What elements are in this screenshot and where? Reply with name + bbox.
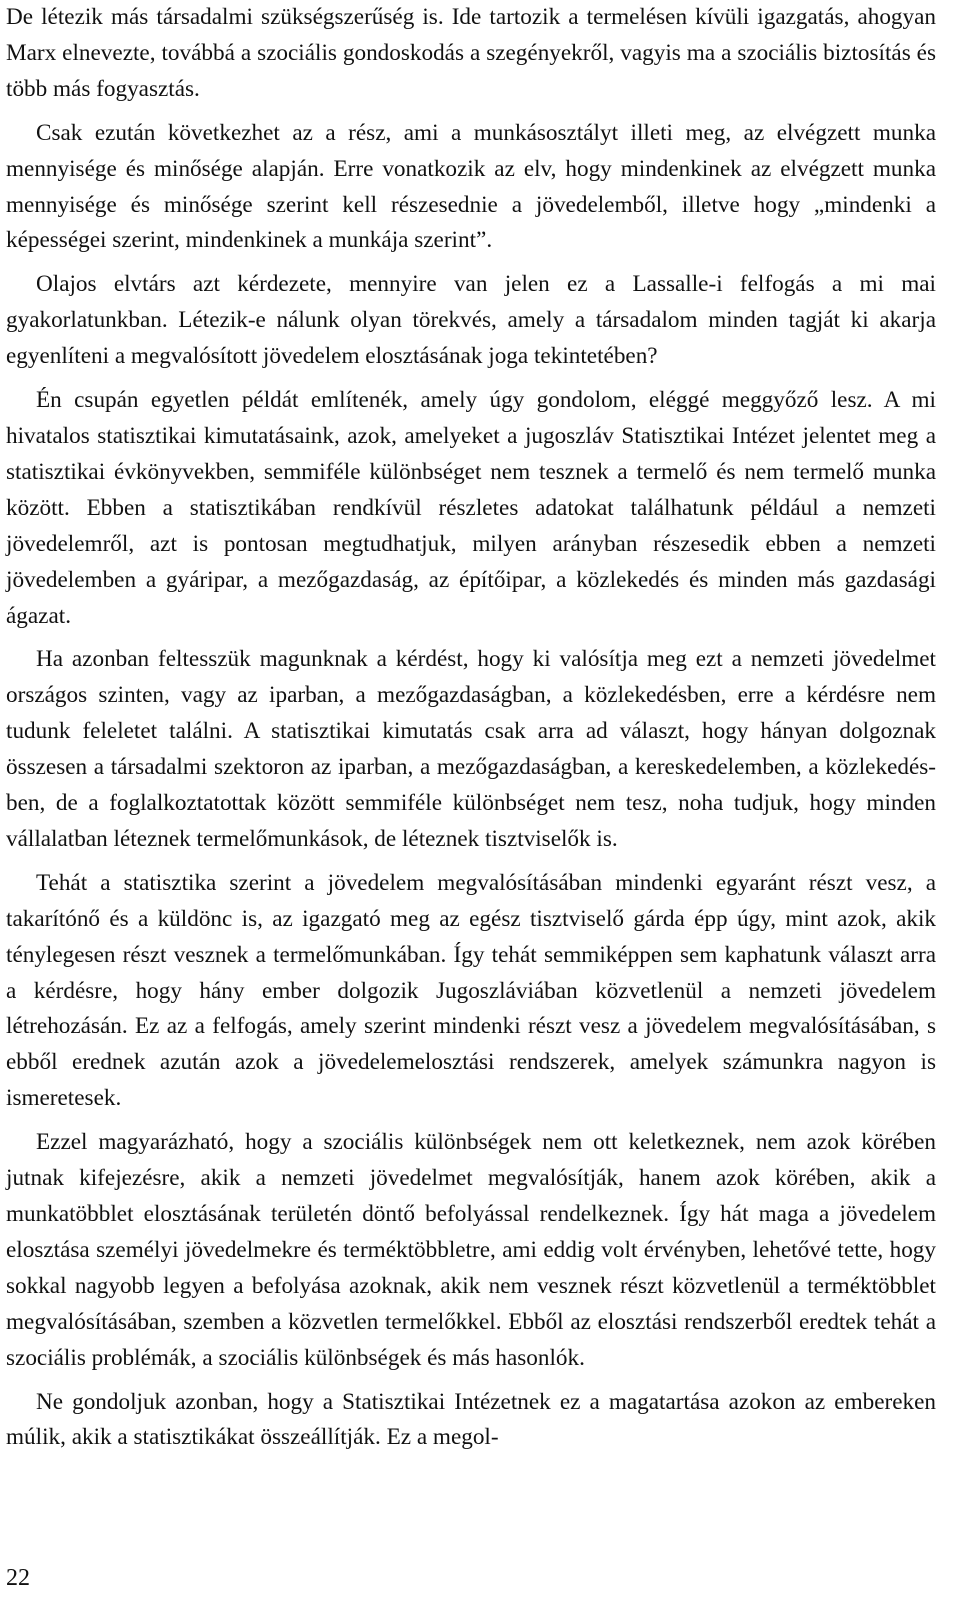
paragraph-1: De létezik más társadalmi szükségszerűség is. Ide tartozik a termelésen kívüli igazgatás, ahogyan Marx elnevezte, továbbá a szociális gondoskodás a szegényekről, vagyis ma a szociális biztosítás és több más fogyasztás. xyxy=(6,4,936,102)
paragraph-3: Olajos elvtárs azt kérdezete, mennyire van jelen ez a Lassalle-i felfogás a mi mai gyakorlatunkban. Létezik-e nálunk olyan törekvés, amely a társadalom minden tagját ki akarja egyenlíteni a megvalósított jövedelem elosztásának joga tekintetében? xyxy=(6,271,936,370)
paragraph-7: Ezzel magyarázható, hogy a szociális különbségek nem ott keletkeznek, nem azok körében jutnak kifejezésre, akik a nemzeti jövedelmet megvalósítják, hanem azok körében, akik a munkatöbblet elosztásának területén döntő befolyással rendelkeznek. Így hát maga a jövedelem elosztása személyi jövedelmekre és terméktöbbletre, ami eddig volt érvényben, lehetővé tette, hogy sokkal nagyobb legyen a befolyása azoknak, akik nem vesznek részt közvetlenül a terméktöbblet megvalósításában, szemben a közvetlen termelőkkel. Ebből az elosztási rendszerből eredtek tehát a szociális problémák, a szociális különbségek és más hasonlók. xyxy=(6,1129,936,1371)
paragraph-4: Én csupán egyetlen példát említenék, amely úgy gondolom, eléggé meggyőző lesz. A mi hivatalos statisztikai kimutatásaink, azok, amelyeket a jugoszláv Statisztikai Intézet jelentet meg a statisztikai évkönyvekben, semmiféle különbséget nem tesznek a termelő és nem termelő munka között. Ebben a statisztikában rendkívül részletes adatokat találhatunk például a nemzeti jövedelemről, azt is pontosan megtudhatjuk, milyen arányban részesedik ebben a nemzeti jövedelemben a gyáripar, a mezőgazdaság, az építőipar, a közlekedés és minden más gazdasági ágazat. xyxy=(6,387,936,629)
paragraph-2: Csak ezután következhet az a rész, ami a munkásosztályt illeti meg, az elvégzett munka mennyisége és minősége alapján. Erre vonatkozik az elv, hogy mindenkinek az elvégzett munka mennyisége és minősége szerint kell részesednie a jövedelemből, illetve hogy „mindenki a képességei szerint, mindenkinek a munkája szerint”. xyxy=(6,119,936,254)
paragraph-8: Ne gondoljuk azonban, hogy a Statisztikai Intézetnek ez a magatartása azokon az embereken múlik, akik a statisztikákat összeállítják. Ez a megol- xyxy=(6,1388,936,1451)
paragraph-6: Tehát a statisztika szerint a jövedelem megvalósításában mindenki egyaránt részt vesz, a takarítónő és a küldönc is, az igazgató meg az egész tisztviselő gárda épp úgy, mint azok, akik ténylegesen részt vesznek a termelőmunkában. Így tehát semmiképpen sem kaphatunk választ arra a kérdésre, hogy hány ember dolgozik Jugoszláviában közvetlenül a nemzeti jövedelem létrehozásán. Ez az a felfogás, amely szerint mindenki részt vesz a jövedelem megvalósításában, s ebből erednek azután azok a jövedelemelosztási rendszerek, amelyek számunkra nagyon is ismeretesek. xyxy=(6,869,936,1112)
body-text xyxy=(6,0,936,1464)
paragraph-5: Ha azonban feltesszük magunknak a kérdést, hogy ki valósítja meg ezt a nemzeti jövedelmet országos szinten, vagy az iparban, a mezőgazdaságban, a közlekedésben, erre a kérdésre nem tudunk feleletet találni. A statisztikai kimutatás csak arra ad választ, hogy hányan dolgoznak összesen a társadalmi szektoron az iparban, a mezőgazdaságban, a kereskedelemben, a közlekedésben, de a foglalkoztatottak között semmiféle különbséget nem tesz, noha tudjuk, hogy minden vállalatban léteznek termelőmunkások, de léteznek tisztviselők is. xyxy=(6,646,936,852)
page-number: 22 xyxy=(6,1565,30,1591)
